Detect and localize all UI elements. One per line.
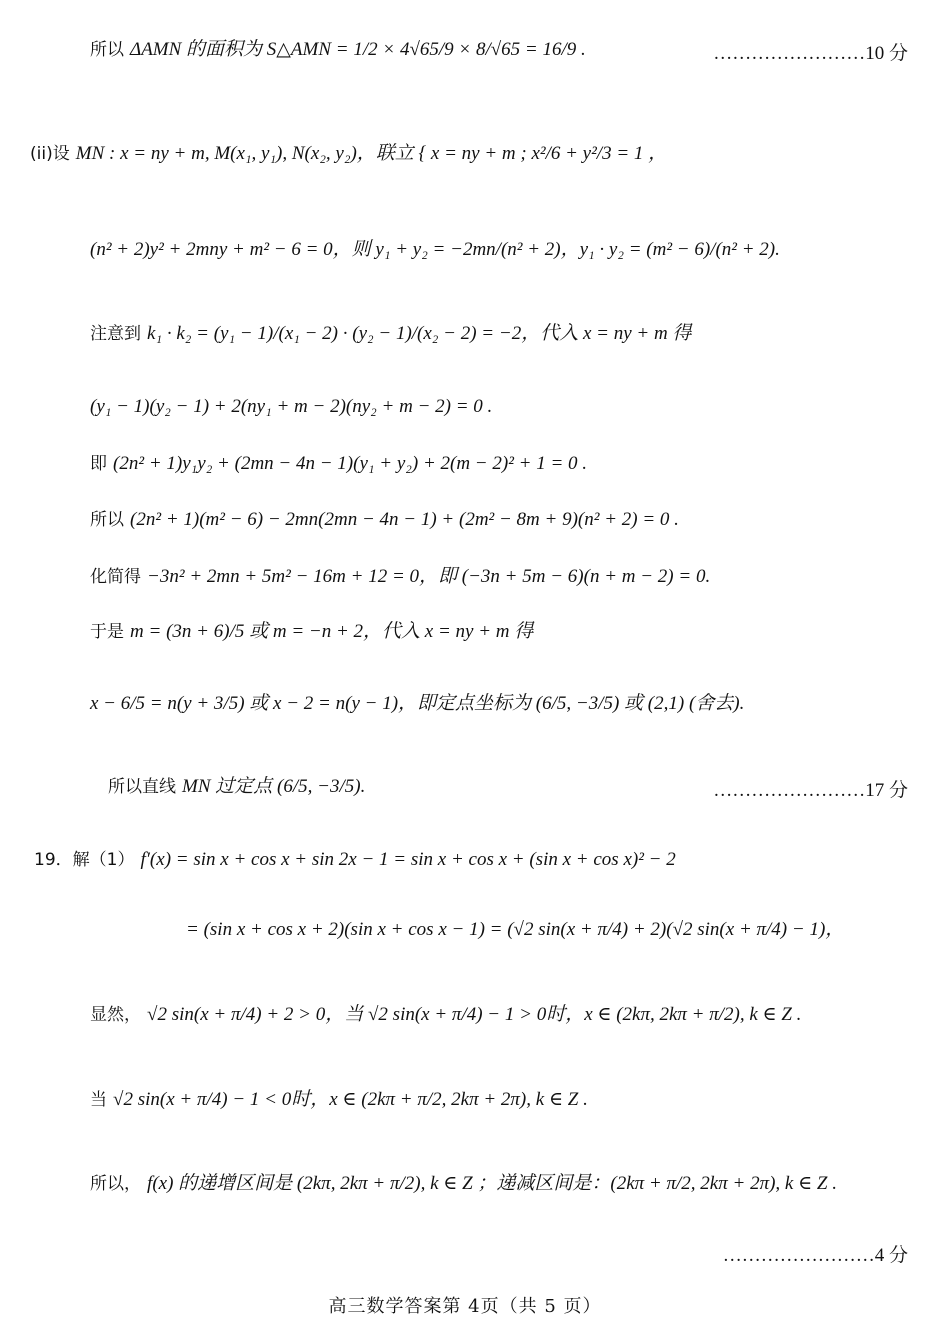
score-17: ……………………17 分: [713, 780, 908, 801]
page-footer: 高三数学答案第 4页（共 5 页）: [328, 1296, 602, 1317]
line-7: 所以 (2n² + 1)(m² − 6) − 2mn(2mn − 4n − 1) + (2m² − 8m + 9)(n² + 2) = 0 .: [90, 509, 679, 530]
score-4: ……………………4 分: [722, 1245, 908, 1266]
line-3: (n² + 2)y² + 2mny + m² − 6 = 0，则 y₁ + y₂ = −2mn/(n² + 2)，y₁ · y₂ = (m² − 6)/(n² + 2).: [90, 239, 780, 260]
score-10: ……………………10 分: [713, 43, 908, 64]
line-6: 即 (2n² + 1)y₁y₂ + (2mn − 4n − 1)(y₁ + y₂) + 2(m − 2)² + 1 = 0 .: [90, 453, 588, 474]
line-12: 19．解（1） f′(x) = sin x + cos x + sin 2x − 1 = sin x + cos x + (sin x + cos x)² − 2: [34, 849, 676, 870]
line-11: 所以直线 MN 过定点 (6/5, −3/5).: [108, 776, 366, 797]
line-5: (y₁ − 1)(y₂ − 1) + 2(ny₁ + m − 2)(ny₂ + m − 2) = 0 .: [90, 396, 493, 417]
line-16: 所以， f(x) 的递增区间是 (2kπ, 2kπ + π/2), k ∈ Z ；递减区间是：(2kπ + π/2, 2kπ + 2π), k ∈ Z .: [90, 1173, 837, 1194]
line-15: 当 √2 sin(x + π/4) − 1 < 0时，x ∈ (2kπ + π/2, 2kπ + 2π), k ∈ Z .: [90, 1089, 588, 1110]
line-2: (ii)设 MN : x = ny + m, M(x₁, y₁), N(x₂, y₂)，联立 { x = ny + m ; x²/6 + y²/3 = 1 ，: [30, 143, 668, 164]
line-1: 所以 ΔAMN 的面积为 S△AMN = 1/2 × 4√65/9 × 8/√65 = 16/9 .: [90, 39, 586, 60]
line-4: 注意到 k₁ · k₂ = (y₁ − 1)/(x₁ − 2) · (y₂ − 1)/(x₂ − 2) = −2，代入 x = ny + m 得: [90, 323, 692, 344]
line-10: x − 6/5 = n(y + 3/5) 或 x − 2 = n(y − 1)，即定点坐标为 (6/5, −3/5) 或 (2,1) (舍去).: [90, 693, 745, 714]
line-9: 于是 m = (3n + 6)/5 或 m = −n + 2，代入 x = ny + m 得: [90, 621, 534, 642]
line-8: 化简得 −3n² + 2mn + 5m² − 16m + 12 = 0，即 (−3n + 5m − 6)(n + m − 2) = 0.: [90, 566, 711, 587]
line-13: = (sin x + cos x + 2)(sin x + cos x − 1) = (√2 sin(x + π/4) + 2)(√2 sin(x + π/4) − 1)，: [186, 919, 845, 940]
line-14: 显然， √2 sin(x + π/4) + 2 > 0，当 √2 sin(x + π/4) − 1 > 0时，x ∈ (2kπ, 2kπ + π/2), k ∈ Z .: [90, 1004, 802, 1025]
